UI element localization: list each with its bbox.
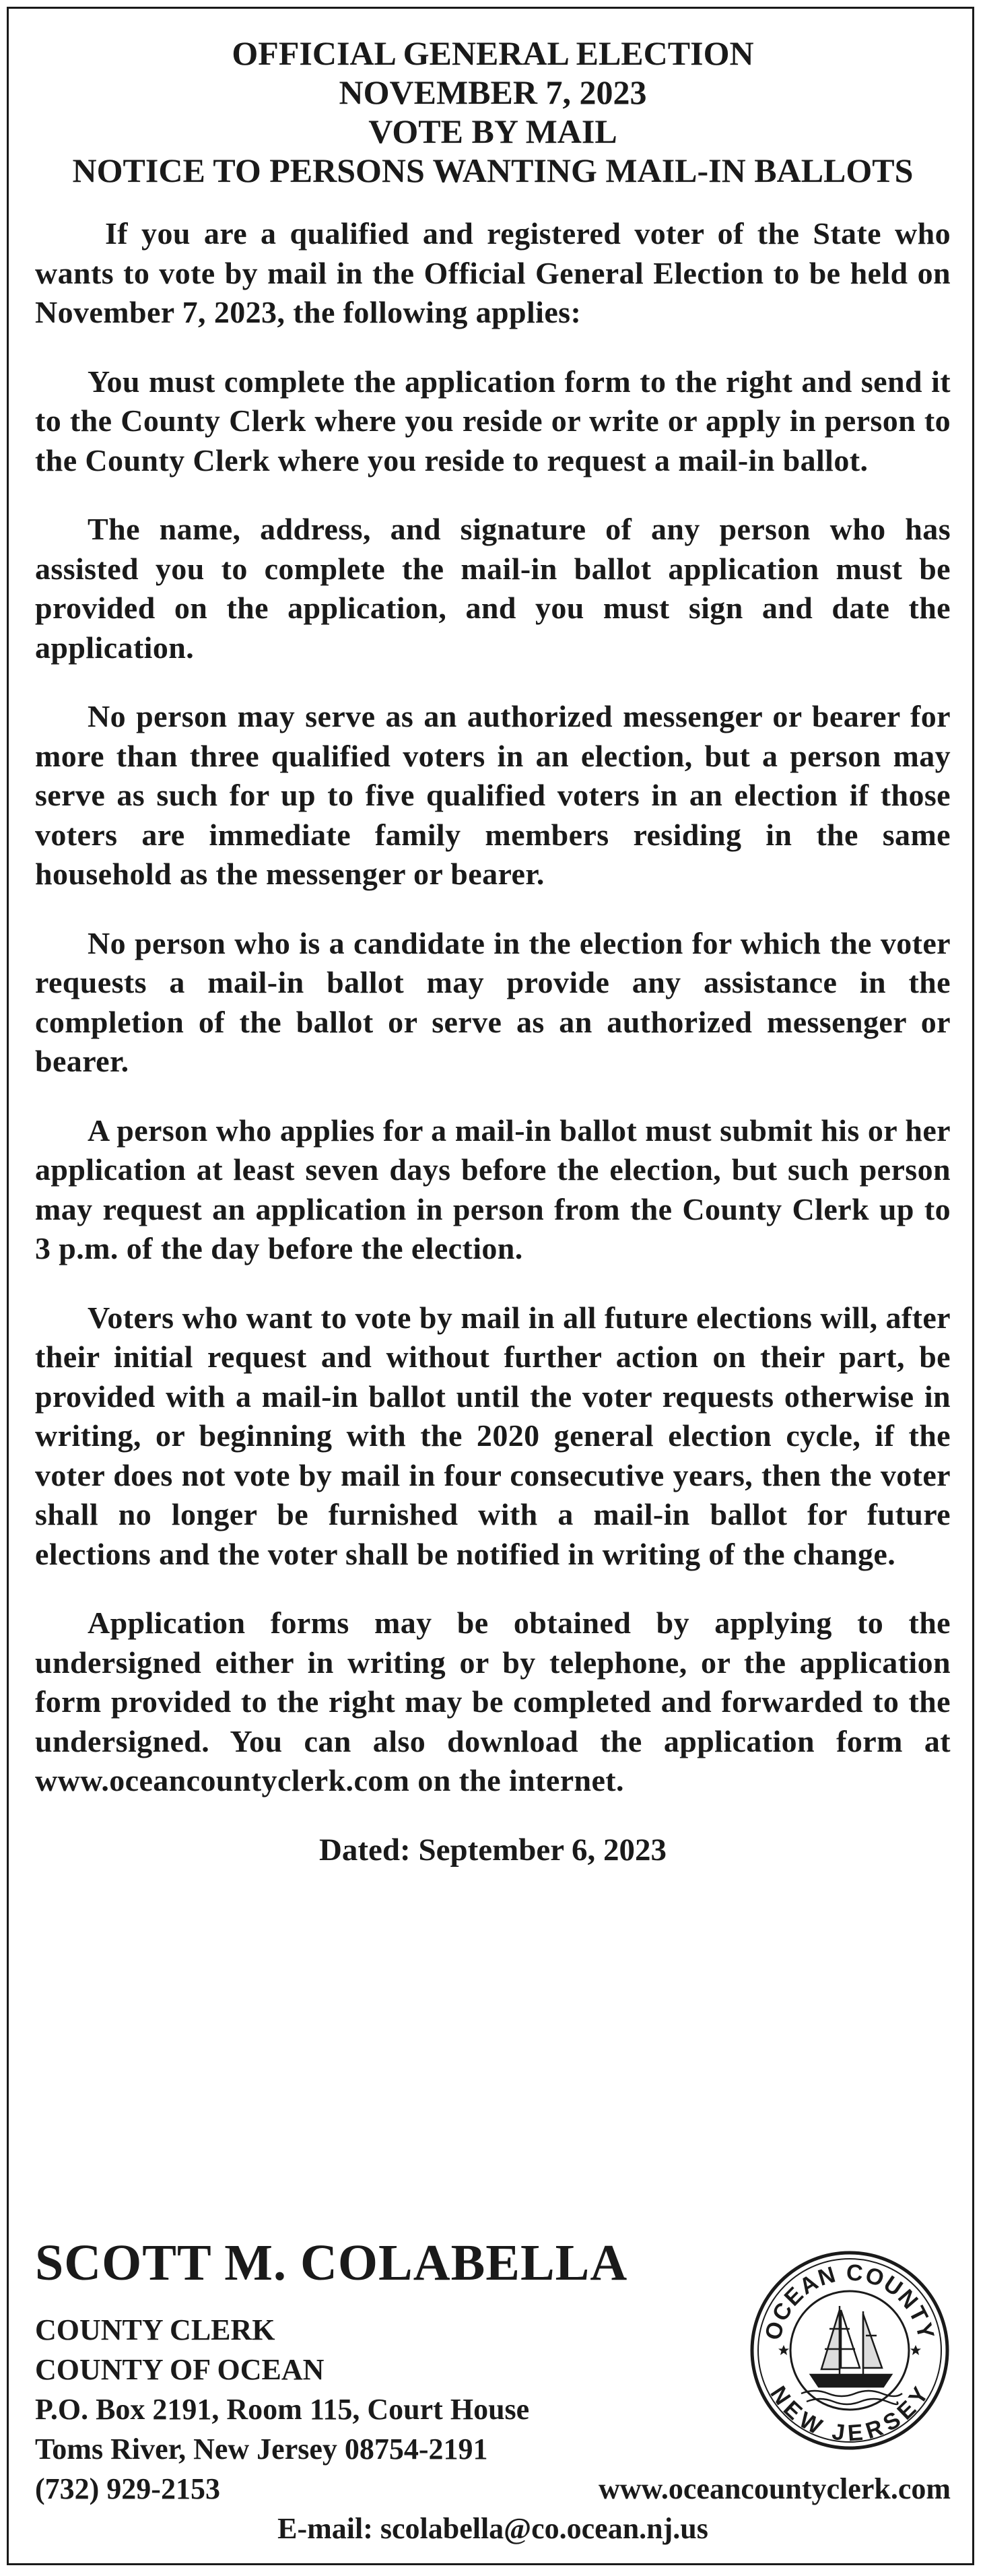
heading-line-election: OFFICIAL GENERAL ELECTION	[232, 34, 754, 72]
notice-paragraphs	[35, 214, 951, 1801]
clerk-email: E-mail: scolabella@co.ocean.nj.us	[277, 2512, 708, 2545]
paragraph-messenger: No person may serve as an authorized messenger or bearer for more than three qualified voters in an election, but a person may serve as such for up to five qualified voters in an election if those voters are immediate family members residing in the same household as the messenger or bearer.	[35, 699, 951, 891]
dated-line: Dated: September 6, 2023	[318, 1832, 667, 1868]
paragraph-qualified-voter: If you are a qualified and registered voter of the State who wants to vote by mail in the Official General Election to be held on November 7, 2023, the following applies:	[35, 216, 951, 329]
clerk-phone: (732) 929-2153	[35, 2472, 220, 2505]
paragraph-obtain-forms: Application forms may be obtained by applying to the undersigned either in writing or by telephone, or the application form provided to the right may be completed and forwarded to the undersigned. You can also download the application form at www.oceancountyclerk.com on the internet.	[35, 1606, 951, 1797]
heading-line-vote-by-mail: VOTE BY MAIL	[368, 112, 617, 150]
paragraph-deadline: A person who applies for a mail-in ballot must submit his or her application at least seven days before the election, but such person may request an application in person from the County Clerk up to 3 p.m. of the day before the election.	[35, 1113, 951, 1265]
clerk-name: SCOTT M. COLABELLA	[35, 2235, 628, 2291]
heading-line-notice: NOTICE TO PERSONS WANTING MAIL-IN BALLOTS	[72, 152, 914, 189]
seal-bottom-textpath: NEW JERSEY	[765, 2381, 935, 2447]
clerk-address	[35, 2310, 529, 2509]
paragraph-future-elections: Voters who want to vote by mail in all future elections will, after their initial request and without further action on their part, be provided with a mail-in ballot until the voter requests otherwise in writing, or beginning with the 2020 general election cycle, if the voter does not vote by mail in four consecutive years, then the voter shall no longer be furnished with a mail-in ballot for future elections and the voter shall be notified in writing of the change.	[35, 1300, 951, 1571]
notice-body	[35, 34, 951, 1870]
clerk-website: www.oceancountyclerk.com	[598, 2472, 951, 2505]
paragraph-assistance: The name, address, and signature of any person who has assisted you to complete the mail-in ballot application must be provided on the application, and you must sign and date the application.	[35, 512, 951, 665]
county-seal-ship-icon	[749, 2249, 951, 2451]
seal-top-textpath: OCEAN COUNTY	[759, 2259, 939, 2343]
address-line-city: Toms River, New Jersey 08754-2191	[35, 2433, 488, 2466]
clerk-county: COUNTY OF OCEAN	[35, 2353, 325, 2386]
notice-heading	[35, 34, 951, 190]
paragraph-candidate: No person who is a candidate in the election for which the voter requests a mail-in ballot may provide any assistance in the completion of the ballot or serve as an authorized messenger or bearer.	[35, 925, 951, 1078]
heading-line-date: NOVEMBER 7, 2023	[339, 73, 647, 111]
clerk-title: COUNTY CLERK	[35, 2313, 275, 2346]
signature-block	[35, 2236, 951, 2559]
address-line-po-box: P.O. Box 2191, Room 115, Court House	[35, 2393, 530, 2426]
paragraph-application-form: You must complete the application form to the right and send it to the County Clerk where you reside or write or apply in person to the County Clerk where you reside to request a mail-in ballot.	[35, 364, 951, 477]
